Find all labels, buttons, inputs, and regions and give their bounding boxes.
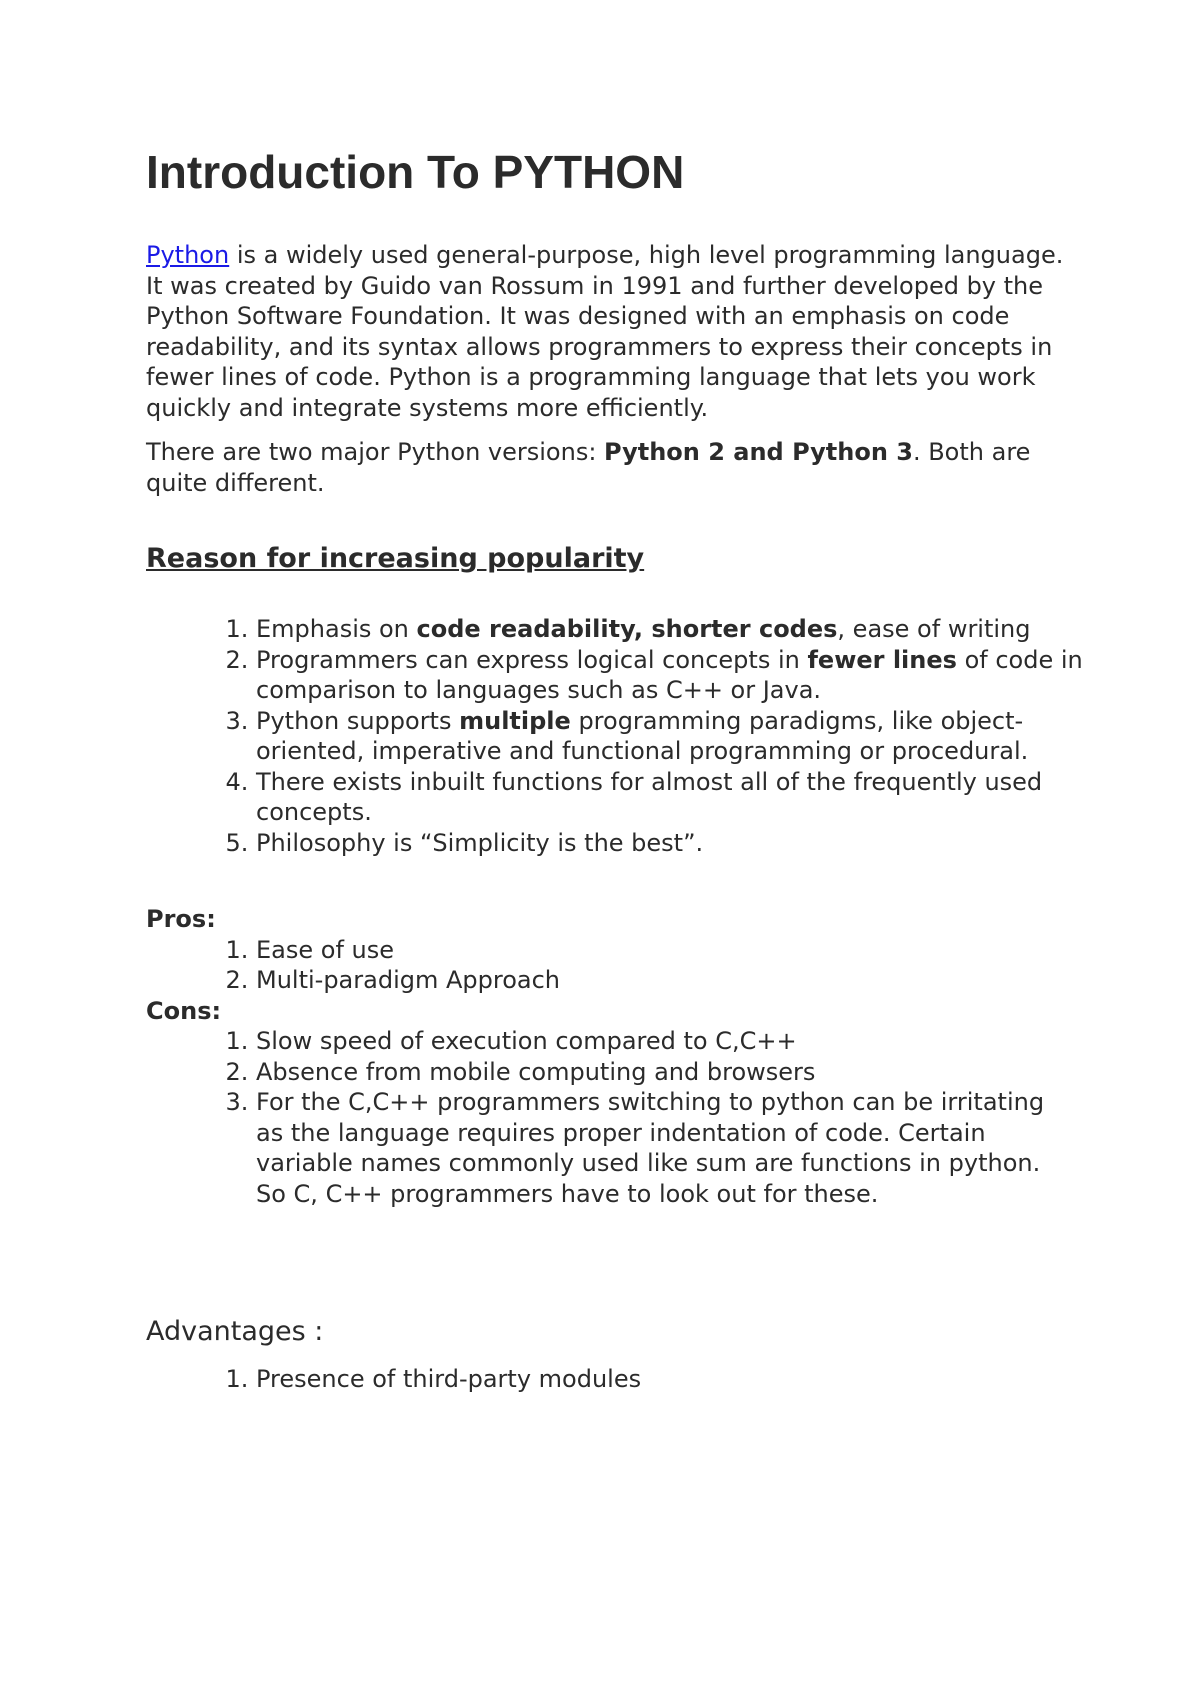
item-bold: multiple xyxy=(459,706,571,735)
document-page xyxy=(146,140,1083,1395)
item-bold: fewer lines xyxy=(807,645,957,674)
list-item xyxy=(256,706,1116,767)
list-item: 2. Multi-paradigm Approach xyxy=(256,965,1076,996)
cons-label: Cons: xyxy=(146,996,222,1025)
advantages-list xyxy=(146,1364,1076,1395)
item-text: Python supports xyxy=(256,706,460,735)
versions-paragraph xyxy=(146,437,1076,498)
list-item: 2. Absence from mobile computing and browsers xyxy=(256,1057,1076,1088)
item-text: Emphasis on xyxy=(256,615,417,643)
list-item: 1. Ease of use xyxy=(256,935,1076,966)
list-item xyxy=(256,614,1116,645)
list-item: 1. Slow speed of execution compared to C,C++ xyxy=(256,1026,1076,1057)
advantages-label: Advantages : xyxy=(146,1316,324,1347)
item-text: Programmers can express logical concepts in xyxy=(256,645,808,674)
item-text: , ease of writing xyxy=(837,615,1031,643)
python-link[interactable]: Python xyxy=(146,241,230,269)
item-text: of code in comparison to languages such as C++ or Java. xyxy=(256,645,1083,704)
item-bold: code readability, shorter codes xyxy=(416,615,838,643)
pros-list xyxy=(146,935,1076,996)
versions-bold: Python 2 and Python 3 xyxy=(604,438,913,466)
cons-list xyxy=(146,1026,1076,1209)
versions-text-before: There are two major Python versions: xyxy=(146,438,605,466)
item-text: There exists inbuilt functions for almost all of the frequently used concepts. xyxy=(256,767,1043,826)
document-title: Introduction To PYTHON xyxy=(146,146,685,198)
list-item: 1. Presence of third-party modules xyxy=(256,1364,1076,1395)
popularity-heading: Reason for increasing popularity xyxy=(146,543,645,574)
item-text: programming paradigms, like object-oriented, imperative and functional programming or procedural. xyxy=(256,706,1029,765)
versions-text-after: . Both are quite different. xyxy=(146,438,1031,497)
intro-paragraph xyxy=(146,240,1076,423)
list-item: 3. For the C,C++ programmers switching to python can be irritating as the language requires proper indentation of code. Certain variable names commonly used like sum are functions in python. So C, C++ programmers have to look out for these. xyxy=(256,1087,1076,1209)
item-text: Philosophy is “Simplicity is the best”. xyxy=(256,828,704,857)
list-item xyxy=(256,767,1116,828)
intro-text: is a widely used general-purpose, high level programming language. It was created by Guido van Rossum in 1991 and further developed by the Python Software Foundation. It was designed with an emphasis on code readability, and its syntax allows programmers to express their concepts in fewer lines of code. Python is a programming language that lets you work quickly and integrate systems more efficiently. xyxy=(146,241,1064,422)
popularity-list xyxy=(146,614,1116,858)
pros-label: Pros: xyxy=(146,905,216,933)
list-item xyxy=(256,645,1116,706)
list-item xyxy=(256,828,1116,859)
